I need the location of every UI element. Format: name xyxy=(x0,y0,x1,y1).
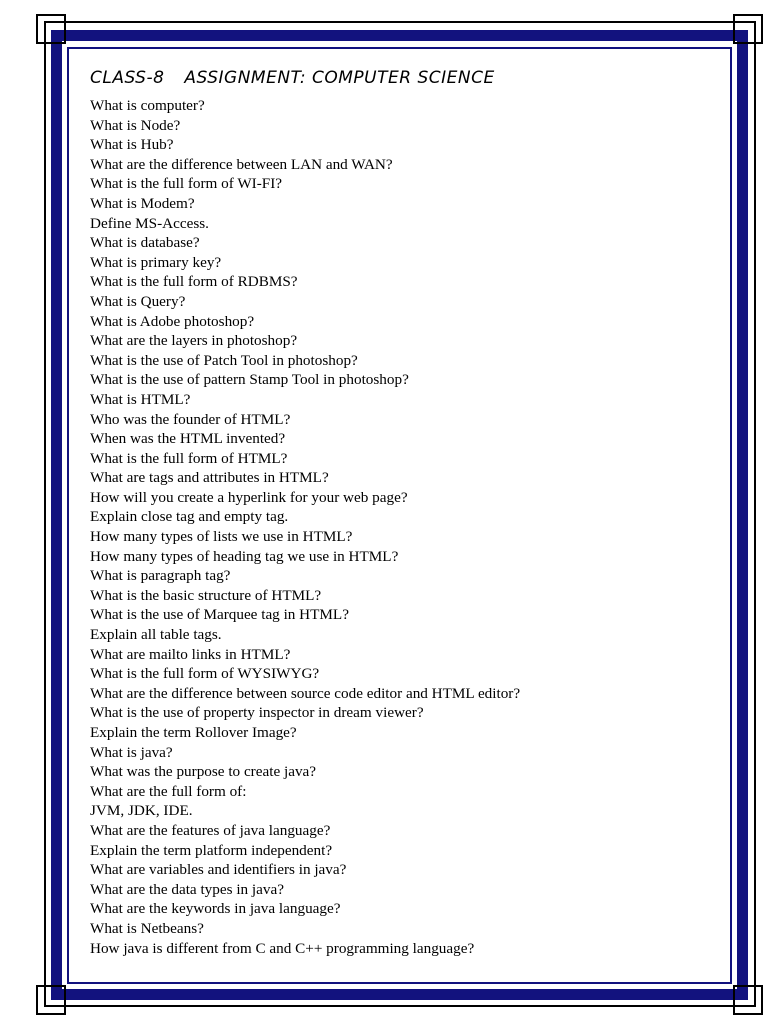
question-item: How java is different from C and C++ programming language? xyxy=(90,939,475,957)
question-item: What is Hub? xyxy=(90,136,174,154)
question-item: What are the keywords in java language? xyxy=(90,900,341,918)
question-item: What are the data types in java? xyxy=(90,880,284,898)
question-item: What are variables and identifiers in java? xyxy=(90,861,347,879)
corner-ornament-top-right xyxy=(733,14,763,44)
question-item: What is HTML? xyxy=(90,390,191,408)
question-item: What is the use of pattern Stamp Tool in photoshop? xyxy=(90,371,409,389)
question-item: What is Adobe photoshop? xyxy=(90,312,255,330)
question-item: What is the use of Marquee tag in HTML? xyxy=(90,606,349,624)
question-item: What are the layers in photoshop? xyxy=(90,332,298,350)
question-item: What is Modem? xyxy=(90,194,195,212)
question-item: What is the basic structure of HTML? xyxy=(90,586,322,604)
question-item: JVM, JDK, IDE. xyxy=(90,802,193,820)
question-item: What is Query? xyxy=(90,292,186,310)
question-item: What are the features of java language? xyxy=(90,821,331,839)
question-item: How many types of lists we use in HTML? xyxy=(90,528,353,546)
corner-ornament-top-left xyxy=(36,14,66,44)
question-item: How will you create a hyperlink for your web page? xyxy=(90,488,408,506)
assignment-content xyxy=(90,66,720,958)
question-item: What is paragraph tag? xyxy=(90,567,231,585)
question-item: What is Node? xyxy=(90,116,181,134)
corner-ornament-bottom-left xyxy=(36,985,66,1015)
question-item: Define MS-Access. xyxy=(90,214,209,232)
question-item: What is the full form of HTML? xyxy=(90,449,288,467)
border-line-left xyxy=(44,21,46,1007)
question-item: How many types of heading tag we use in HTML? xyxy=(90,547,399,565)
question-item: What are the difference between source code editor and HTML editor? xyxy=(90,684,521,702)
question-item: What is computer? xyxy=(90,97,205,114)
question-item: What is java? xyxy=(90,743,173,761)
question-item: What are the full form of: xyxy=(90,782,247,800)
question-item: What is the use of property inspector in dream viewer? xyxy=(90,704,424,722)
question-item: Explain the term Rollover Image? xyxy=(90,724,297,741)
assignment-label: ASSIGNMENT: COMPUTER SCIENCE xyxy=(184,68,495,88)
question-item: What is database? xyxy=(90,234,200,252)
question-item: What is the full form of RDBMS? xyxy=(90,273,298,291)
question-item: When was the HTML invented? xyxy=(90,430,286,448)
question-item: What is Netbeans? xyxy=(90,919,204,937)
question-item: Explain the term platform independent? xyxy=(90,841,333,859)
border-line-top xyxy=(44,21,756,23)
question-item: Who was the founder of HTML? xyxy=(90,410,291,428)
question-list xyxy=(90,96,720,958)
corner-ornament-bottom-right xyxy=(733,985,763,1015)
question-item: What are tags and attributes in HTML? xyxy=(90,469,329,487)
question-item: Explain close tag and empty tag. xyxy=(90,508,289,526)
question-item: What is primary key? xyxy=(90,253,222,271)
border-line-bottom xyxy=(44,1005,756,1007)
question-item: What are the difference between LAN and WAN? xyxy=(90,155,393,173)
page-title xyxy=(90,66,720,90)
question-item: What is the full form of WI-FI? xyxy=(90,175,283,193)
class-label: CLASS-8 xyxy=(90,68,165,88)
question-item: What is the full form of WYSIWYG? xyxy=(90,665,320,683)
question-item: What was the purpose to create java? xyxy=(90,763,317,781)
question-item: Explain all table tags. xyxy=(90,626,222,644)
question-item: What is the use of Patch Tool in photoshop? xyxy=(90,351,358,369)
question-item: What are mailto links in HTML? xyxy=(90,645,291,663)
border-line-right xyxy=(754,21,756,1007)
